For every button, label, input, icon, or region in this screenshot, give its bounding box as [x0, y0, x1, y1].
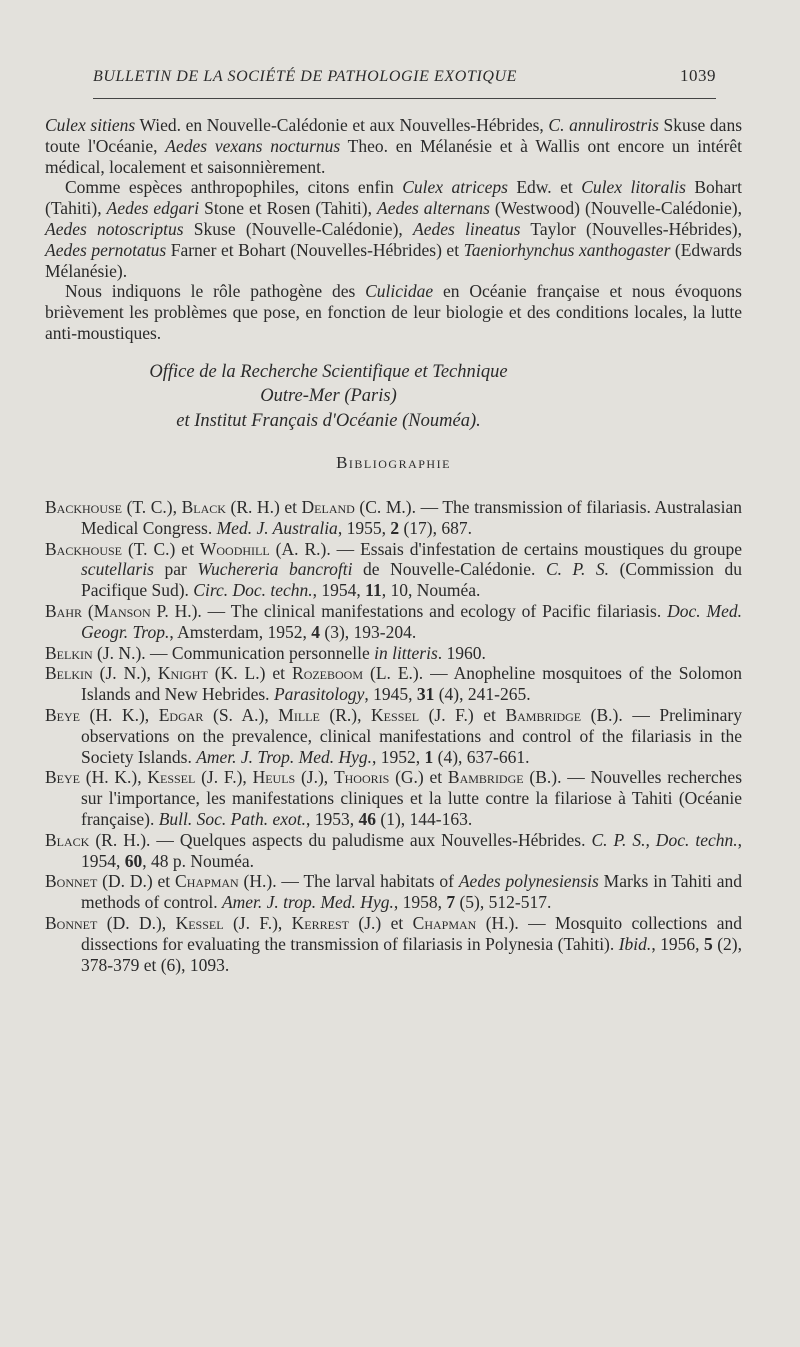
italic-text: Med. J. Australia	[216, 517, 338, 538]
text-run: (G.) et	[389, 767, 448, 788]
text-run: (H.). — Mosquito collections and dissections for evaluating the transmission of filariasis in Polynesia (Tahiti).	[81, 913, 743, 954]
header-rule	[93, 98, 716, 99]
text-run: (T. C.),	[122, 497, 182, 518]
text-run: Skuse (Nouvelle-Calédonie),	[183, 218, 413, 239]
author-name: Black	[181, 497, 226, 518]
italic-text: Aedes alternans	[377, 198, 490, 219]
text-run: (T. C.) et	[122, 538, 200, 559]
author-name: Kessel	[371, 705, 420, 726]
italic-text: in litteris	[374, 642, 438, 663]
text-run: (B.). — Preliminary observations on the prevalence, clinical manifestations and control of the filariasis in the Society Islands.	[81, 705, 742, 767]
italic-text: Culex sitiens	[45, 115, 136, 135]
text-run: (J.) et	[348, 913, 413, 933]
italic-text: Amer. J. trop. Med. Hyg.	[221, 892, 394, 913]
italic-text: scutellaris	[81, 559, 154, 580]
text-run: (J. F.),	[195, 767, 253, 788]
volume-number: 46	[358, 809, 376, 830]
author-name: Belkin	[45, 663, 93, 684]
text-run: Marks in Tahiti and methods of control.	[81, 871, 743, 913]
text-run: (L. E.). — Anopheline mosquitoes of the Solomon Islands and New Hebrides.	[81, 663, 742, 705]
text-run: (A. R.). — Essais d'infestation de certains moustiques du groupe	[269, 538, 742, 559]
author-name: Mille	[278, 705, 320, 726]
reference-item	[45, 767, 742, 829]
text-run: (H. K.),	[80, 767, 148, 788]
text-run: (Westwood) (Nouvelle-Calédonie),	[489, 198, 742, 219]
author-name: Belkin	[45, 642, 93, 663]
text-run: Theo. en Mélanésie et à Wallis ont encore un intérêt médical, localement et saisonnièrement.	[45, 135, 742, 177]
author-name: Backhouse	[45, 497, 123, 518]
author-name: Knight	[157, 663, 208, 684]
text-run: de Nouvelle-Calédonie.	[352, 559, 546, 580]
text-run: , 1955,	[337, 517, 391, 538]
affiliation-line-2: Outre-Mer (Paris)	[260, 386, 397, 407]
author-name: Beye	[45, 767, 80, 788]
reference-item	[45, 830, 742, 872]
page-number: 1039	[680, 66, 716, 85]
text-run: P. H.). — The clinical manifestations and ecology of Pacific filariasis.	[150, 601, 668, 622]
author-name: Kessel	[175, 913, 224, 933]
italic-text: Culex atriceps	[402, 177, 508, 198]
author-name: Heuls	[252, 767, 296, 788]
italic-text: Aedes vexans nocturnus	[165, 135, 341, 156]
volume-number: 11	[365, 580, 382, 601]
reference-item	[45, 663, 742, 705]
text-run: (5), 512-517.	[455, 892, 552, 913]
text-run: (4), 241-265.	[434, 684, 531, 705]
intro-paragraph-2	[45, 177, 742, 281]
text-run: (2), 378-379 et (6), 1093.	[81, 933, 742, 975]
affiliation-line-3: et Institut Français d'Océanie (Nouméa).	[176, 410, 481, 431]
italic-text: Ibid.	[618, 933, 652, 954]
text-run: (J. N.),	[92, 663, 158, 684]
text-run: Farner et Bohart (Nouvelles-Hébrides) et	[166, 239, 464, 260]
text-run: (K. L.) et	[207, 663, 293, 684]
italic-text: Doc. Med. Geogr. Trop.	[81, 601, 742, 642]
text-run: , 1952,	[372, 746, 425, 767]
text-run: (Commission du Pacifique Sud).	[81, 559, 742, 601]
author-name: Bonnet	[45, 913, 98, 933]
author-name: Rozeboom	[292, 663, 364, 684]
author-name: Beye	[45, 705, 80, 726]
reference-item	[45, 601, 742, 643]
text-run: (D. D.) et	[97, 871, 176, 892]
text-run: (1), 144-163.	[376, 809, 473, 830]
reference-item	[45, 539, 742, 601]
text-run: (B.). — Nouvelles recherches sur l'importance, les manifestations cliniques et la lutte contre la filariose à Tahiti (Océanie française).	[81, 767, 743, 830]
volume-number: 4	[311, 621, 321, 642]
italic-text: Culicidae	[365, 281, 434, 302]
italic-text: C. annulirostris	[548, 115, 659, 135]
volume-number: 31	[416, 684, 435, 705]
italic-text: Aedes pernotatus	[45, 239, 167, 260]
author-name: Bambridge	[505, 705, 582, 726]
text-run: , 1954,	[81, 829, 742, 871]
text-run: (4), 637-661.	[433, 746, 530, 767]
text-run: (R. H.). — Quelques aspects du paludisme aux Nouvelles-Hébrides.	[89, 829, 592, 850]
intro-paragraph-1	[45, 115, 742, 177]
italic-text: Culex litoralis	[581, 177, 686, 198]
author-name: Bambridge	[447, 767, 524, 788]
text-run: (J. F.),	[223, 913, 292, 933]
text-run: Comme espèces anthropophiles, citons enfin	[65, 177, 403, 198]
text-run: (J. F.) et	[419, 705, 506, 726]
author-name: Deland	[301, 497, 355, 518]
text-run: (H. K.),	[80, 705, 159, 726]
italic-text: Parasitology	[273, 684, 365, 705]
running-header	[93, 66, 716, 86]
running-title: BULLETIN DE LA SOCIÉTÉ DE PATHOLOGIE EXOTIQUE	[93, 68, 518, 85]
reference-item	[45, 705, 742, 767]
affiliation	[45, 360, 742, 434]
italic-text: C. P. S., Doc. techn.	[591, 829, 738, 850]
author-name: Edgar	[158, 705, 204, 726]
volume-number: 1	[424, 746, 434, 767]
author-name: Manson	[93, 601, 151, 622]
text-run: Taylor (Nouvelles-Hébrides),	[520, 218, 742, 239]
italic-text: Aedes lineatus	[413, 218, 521, 239]
text-run: (J.),	[295, 767, 334, 788]
reference-item	[45, 643, 742, 664]
italic-text: Amer. J. Trop. Med. Hyg.	[196, 746, 372, 767]
text-run: (J. N.). — Communication personnelle	[92, 642, 375, 663]
text-run: , 48 p. Nouméa.	[142, 850, 255, 871]
text-run: (D. D.),	[97, 913, 176, 933]
volume-number: 60	[124, 850, 143, 871]
reference-item	[45, 913, 742, 975]
author-name: Bahr	[45, 601, 83, 622]
reference-item	[45, 497, 742, 539]
text-run: Bohart (Tahiti),	[45, 177, 742, 219]
author-name: Chapman	[412, 913, 477, 933]
reference-list	[45, 497, 742, 975]
text-run: Skuse dans toute l'Océanie,	[45, 115, 743, 156]
text-run: Wied. en Nouvelle-Calédonie et aux Nouvelles-Hébrides,	[135, 115, 549, 135]
text-run: . 1960.	[437, 642, 486, 663]
author-name: Backhouse	[45, 538, 123, 559]
text-run: , 1958,	[393, 892, 447, 913]
author-name: Chapman	[175, 871, 239, 892]
italic-text: Circ. Doc. techn.	[193, 580, 313, 601]
bibliography-heading: Bibliographie	[336, 453, 451, 473]
text-run: Stone et Rosen (Tahiti),	[199, 198, 377, 219]
intro-paragraph-3	[45, 281, 742, 343]
italic-text: C. P. S.	[545, 559, 610, 580]
italic-text: Taeniorhynchus xanthogaster	[463, 239, 671, 260]
text-run: (3), 193-204.	[320, 621, 417, 642]
text-run: (S. A.),	[203, 705, 279, 726]
text-run: , 1956,	[651, 933, 704, 954]
volume-number: 2	[390, 517, 400, 538]
text-run: (H.). — The larval habitats of	[238, 871, 459, 892]
text-run: , 1953,	[306, 809, 359, 830]
text-run: (	[82, 601, 94, 622]
italic-text: Aedes polynesiensis	[458, 871, 599, 892]
text-run: (R.),	[319, 705, 372, 726]
text-run: , 1954,	[312, 580, 366, 601]
author-name: Bonnet	[45, 871, 98, 892]
text-run: , 10, Nouméa.	[381, 580, 481, 601]
text-run: Nous indiquons le rôle pathogène des	[65, 281, 366, 302]
italic-text: Aedes edgari	[106, 198, 200, 219]
italic-text: Wuchereria bancrofti	[197, 559, 353, 580]
author-name: Thooris	[333, 767, 390, 788]
volume-number: 7	[446, 892, 456, 913]
text-run: (R. H.) et	[225, 497, 302, 518]
italic-text: Bull. Soc. Path. exot.	[158, 809, 306, 830]
text-run: (C. M.). — The transmission of filariasis. Australasian Medical Congress.	[81, 497, 742, 538]
text-run: , 1945,	[364, 684, 417, 705]
affiliation-line-1: Office de la Recherche Scientifique et Technique	[149, 361, 508, 382]
text-run: Edw. et	[507, 177, 582, 198]
text-run: , Amsterdam, 1952,	[169, 621, 312, 642]
author-name: Black	[45, 829, 90, 850]
italic-text: Aedes notoscriptus	[45, 218, 184, 239]
author-name: Woodhill	[199, 538, 270, 559]
text-run: (Edwards Mélanésie).	[45, 239, 742, 281]
author-name: Kerrest	[291, 913, 349, 933]
article-body	[45, 115, 742, 975]
author-name: Kessel	[147, 767, 196, 788]
reference-item	[45, 871, 742, 913]
volume-number: 5	[704, 933, 713, 954]
text-run: (17), 687.	[399, 517, 472, 538]
text-run: par	[153, 559, 198, 580]
text-run: en Océanie française et nous évoquons brièvement les problèmes que pose, en fonction de leur biologie et des conditions locales, la lutte anti-moustiques.	[45, 281, 742, 343]
